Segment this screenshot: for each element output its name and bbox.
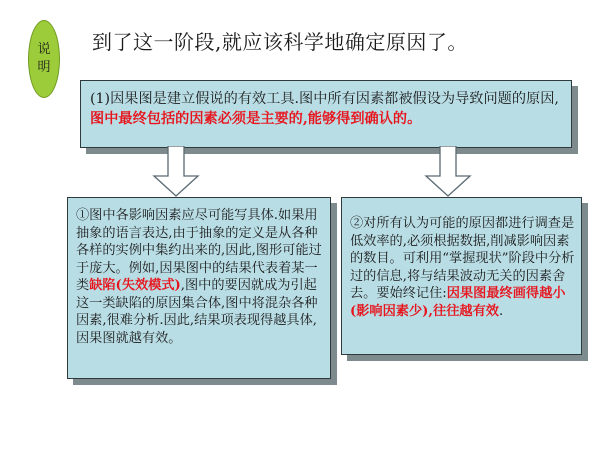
right-box <box>341 197 582 355</box>
down-arrow-right <box>424 146 474 198</box>
top-box-text <box>90 89 561 129</box>
right-box-highlight: 因果图最终画得越小(影响因素少),往往越有效 <box>350 286 566 319</box>
right-box-text <box>350 215 575 320</box>
note-label-line1: 说 <box>37 42 51 57</box>
left-box-body2: ,图中的要因就成为引起这一类缺陷的原因集合体,图中将混杂各种因素,很难分析.因此,结果项表现得越具体,因果图就越有效。 <box>76 278 318 346</box>
right-box-end: . <box>498 303 504 319</box>
top-box-num: (1) <box>90 91 111 107</box>
page-heading: 到了这一阶段,就应该科学地确定原因了。 <box>92 30 468 54</box>
top-box <box>80 80 572 148</box>
right-box-body: ②对所有认为可能的原因都进行调查是低效率的,必须根据数据,削减影响因素的数目。可利用“掌握现状”阶段中分析过的信息,将与结果波动无关的因素舍去。要始终记住: <box>350 216 575 301</box>
top-box-body: 因果图是建立假说的有效工具.图中所有因素都被假设为导致问题的原因, <box>110 91 559 107</box>
top-box-highlight: 图中最终包括的因素必须是主要的,能够得到确认的。 <box>90 111 422 127</box>
note-label-line2: 明 <box>37 60 51 75</box>
note-label-badge <box>28 20 60 98</box>
down-arrow-left <box>152 146 202 198</box>
left-box-highlight: 缺陷(失效模式) <box>89 278 181 293</box>
left-box-text <box>76 207 324 347</box>
left-box-body: ①图中各影响因素应尽可能写具体.如果用抽象的语言表达,由于抽象的定义是从各种各样的实例中集约出来的,因此,图形可能过于庞大。例如,因果图中的结果代表着某一类 <box>76 208 322 293</box>
left-box <box>67 197 331 379</box>
